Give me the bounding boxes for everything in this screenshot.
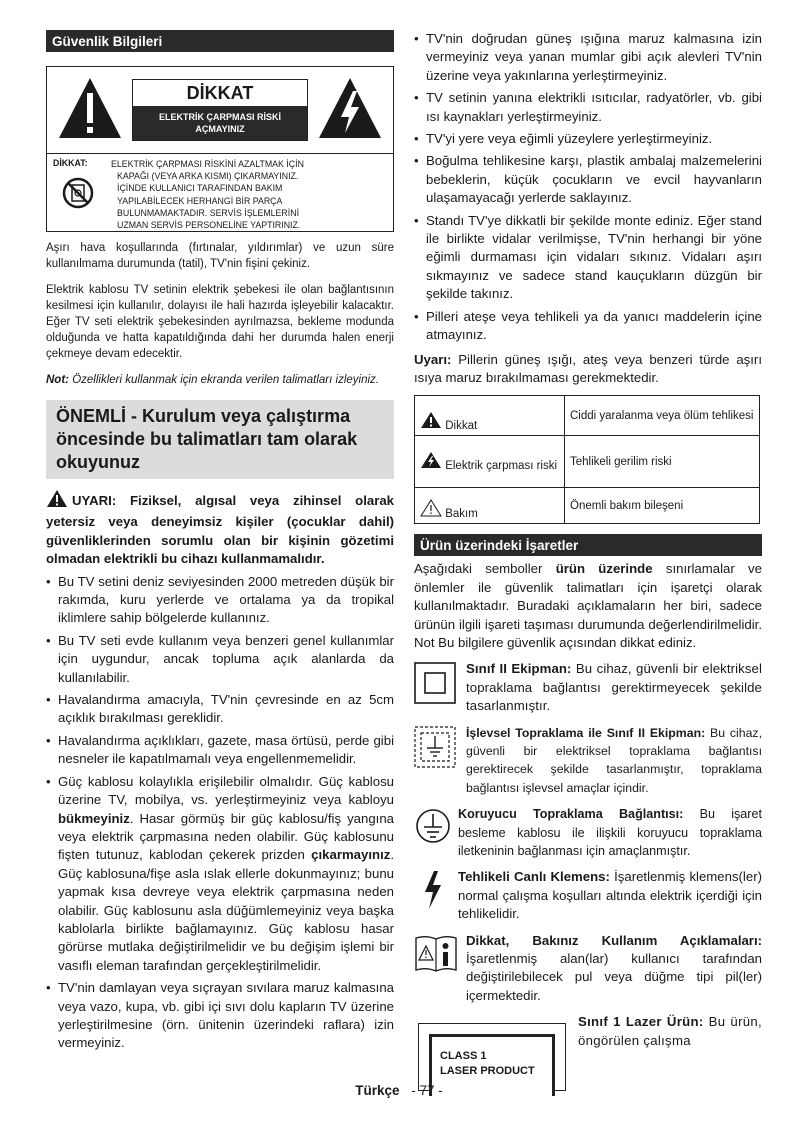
markings-intro: Aşağıdaki semboller ürün üzerinde sınırlamalar ve önlemler ile güvenlik talimatları için işaretçi olarak kullanılmaktadır. Buradaki açıklamaların her biri, sadece ürünün ilgili işareti taşıması durumunda değerlendirilmelidir. Not Bu bilgilere güvenlik açısından dikkat ediniz. (414, 561, 762, 650)
list-item: • TV'nin doğrudan güneş ışığına maruz kalmasına izin vermeyiniz veya yanan mumlar gibi açık alevleri TV'nin üzerine veya yakınlarına yerleştirmeyiniz. (414, 30, 762, 85)
list-item: • Havalandırma açıklıkları, gazete, masa örtüsü, perde gibi nesneler ile kapatılmamalı veya engellenmemelidir. (46, 732, 394, 769)
warning-paragraph: UYARI: Fiziksel, algısal veya zihinsel olarak yetersiz veya deneyimsiz kişiler (çocuklar dahil) güvenliklerinden sorumlu olan bir kişinin gözetimi olmadan elektrikli bu cihazı kullanmamalıdır. (46, 489, 394, 569)
table-row: Dikkat Ciddi yaralanma veya ölüm tehlikesi (415, 396, 760, 436)
class2-double-square-icon (414, 662, 456, 709)
protective-earth-icon (414, 807, 452, 850)
list-item: • Pilleri ateşe veya tehlikeli ya da yanıcı maddelerin içine atmayınız. (414, 308, 762, 345)
maintenance-triangle-icon (420, 508, 442, 520)
warning-icon (46, 489, 68, 513)
electric-shock-icon (420, 460, 442, 472)
do-not-open-icon (61, 176, 95, 215)
caution-label (132, 79, 308, 141)
symbol-class2: Sınıf II Ekipman: Bu cihaz, güvenli bir elektriksel topraklama bağlantısı gerektirmeyecek şekilde tasarlanmıştır. (414, 660, 762, 715)
symbol-hazardous-live: Tehlikeli Canlı Klemens: İşaretlenmiş klemens(ler) normal çalışma koşulları altında elektrik içerdiği için tehlikelidir. (414, 868, 762, 923)
list-item: • TV'yi yere veya eğimli yüzeylere yerleştirmeyiniz. (414, 130, 762, 148)
list-item: • Havalandırma amacıyla, TV'nin çevresinde en az 5cm açıklık bırakılması gereklidir. (46, 691, 394, 728)
exclamation-triangle-icon (57, 75, 123, 146)
table-row: Elektrik çarpması riski Tehlikeli gerilim riski (415, 436, 760, 488)
list-item: • Bu TV setini deniz seviyesinden 2000 metreden düşük bir rakımda, kuru yerlerde ve ortalama ya da tropikal iklimlere sahip bölgelerde kullanınız. (46, 573, 394, 628)
symbol-see-instructions: Dikkat, Bakınız Kullanım Açıklamaları: İşaretlenmiş alan(lar) kullanıcı tarafından değiştirilebilecek pul veya düğme tipi pil(ler) içermektedir. (414, 932, 762, 1006)
list-item: • Standı TV'ye dikkatli bir şekilde monte ediniz. Eğer stand ile birlikte vidalar verilmişse, TV'nin herhangi bir yöne eğimli durmaması için vidaları sıkınız. Vidaları aşırı sıkmayınız ve sadece stand kauçukların düzgün bir şekilde takınız. (414, 212, 762, 304)
lightning-bolt-icon (422, 870, 444, 915)
power-cord-paragraph: Elektrik kablosu TV setinin elektrik şebekesi ile olan bağlantısının kesilmesi için kullanılır, dolayısı ile hali hazırda işleyebilir kalacaktır. Eğer TV seti elektrik şebekesinden ayrılmazsa, bekleme modunda olduğunda ve hatta kapatıldığında dahi her durumda halen enerji çekmeye devam edecektir. (46, 284, 394, 360)
page-number: - 77 - (411, 1083, 443, 1098)
list-item: • Bu TV seti evde kullanım veya benzeri genel kullanımlar için uygundur, ancak topluma açık alanlarda da kullanılabilir. (46, 632, 394, 687)
caution-box (46, 66, 394, 232)
section-title-markings: Ürün üzerindeki İşaretler (414, 534, 762, 556)
laser-label-line1: CLASS 1 (440, 1050, 487, 1063)
symbol-laser-class1: CLASS 1 LASER PRODUCT Sınıf 1 Lazer Ürün: Bu ürün, öngörülen çalışma (414, 1013, 762, 1093)
safety-bullets-left (46, 573, 394, 1053)
caution-triangle-icon (420, 420, 442, 432)
weather-paragraph: Aşırı hava koşullarında (fırtınalar, yıldırımlar) ve uzun süre kullanılmama durumunda (tatil), TV'nin fişini çekiniz. (46, 242, 394, 270)
laser-label (418, 1023, 566, 1091)
caution-subtitle: ELEKTRİK ÇARPMASI RİSKİ AÇMAYINIZ (133, 106, 307, 140)
important-heading: ÖNEMLİ - Kurulum veya çalıştırma öncesinde bu talimatları tam olarak okuyunuz (46, 400, 394, 479)
symbol-table (414, 395, 760, 524)
page-footer (0, 1083, 798, 1098)
caution-title: DİKKAT (186, 83, 254, 103)
lightning-triangle-icon (317, 75, 383, 146)
section-title-safety: Güvenlik Bilgileri (46, 30, 394, 52)
caution-note-label: DİKKAT: (53, 158, 88, 168)
laser-label-line2: LASER PRODUCT (440, 1065, 535, 1078)
table-row: Bakım Önemli bakım bileşeni (415, 488, 760, 524)
list-item: • Boğulma tehlikesine karşı, plastik ambalaj malzemelerini bebeklerin, küçük çocukların ve evcil hayvanların ulaşamayacağı yerlerde saklayınız. (414, 152, 762, 207)
symbol-class2-functional-earth: İşlevsel Topraklama ile Sınıf II Ekipman: Bu cihaz, güvenli bir elektriksel topraklama bağlantısı gerektirecek şekilde tasarlanmıştır, topraklama bağlantısı işlevsel amaçlar içindir. (414, 724, 762, 798)
manual-caution-icon (414, 934, 458, 977)
battery-warning: Uyarı: Pillerin güneş ışığı, ateş veya benzeri türde aşırı ısıya maruz bırakılmaması gerekmektedir. (414, 351, 762, 385)
list-item: • TV'nin damlayan veya sıçrayan sıvılara maruz kalmasına veya vazo, kupa, vb. gibi içi sıvı dolu kapların TV üzerine yerleştirilmesine (örn. ünitenin üzerindeki raflara) izin vermeyiniz. (46, 979, 394, 1053)
caution-note-text: ELEKTRİK ÇARPMASI RİSKİNİ AZALTMAK İÇİN KAPAĞI (VEYA ARKA KISMI) ÇIKARMAYINIZ. İÇİNDE KULLANICI TARAFINDAN BAKIM YAPILABİLECEK HERHANGİ BİR PARÇA BULUNMAMAKTADIR. SERVİS İŞLEMLERİNİ UZMAN SERVİS PERSONELİNE YAPTIRINIZ. (111, 159, 304, 231)
symbol-protective-earth: Koruyucu Topraklama Bağlantısı: Bu işaret besleme kablosu ile ilişkili koruyucu topraklama iletkeninin bağlanması için amaçlanmıştır. (414, 805, 762, 860)
list-item: • Güç kablosu kolaylıkla erişilebilir olmalıdır. Güç kablosu üzerine TV, mobilya, vs. yerleştirmeyiniz veya kabloyu bükmeyiniz. Hasar görmüş bir güç kablosu/fiş yangına veya elektrik çarpmasına neden olabilir. Güç kablosunu fişten tutunuz, kablodan çekerek prizden çıkarmayınız. Güç kablosuna/fişe asla ıslak ellerle dokunmayınız; bunu yapmak kısa devreye veya elektrik çarpmasına neden olabilir. Güç kablosunu asla düğümlemeyiniz veya başka kablolarla birlikte bağlamayınız. Güç kablosu hasar görürse mutlaka değiştirilmelidir ve bu değişim işlemi bir vasıflı eleman tarafından gerçekleştirilmelidir. (46, 773, 394, 975)
footer-language: Türkçe (355, 1083, 400, 1098)
list-item: • TV setinin yanına elektrikli ısıtıcılar, radyatörler, vb. gibi ısı kaynakları yerleştirmeyiniz. (414, 89, 762, 126)
right-column (414, 30, 762, 1093)
safety-bullets-right (414, 30, 762, 345)
note-paragraph: Not: Özellikleri kullanmak için ekranda verilen talimatları izleyiniz. (46, 374, 379, 386)
left-column (46, 30, 394, 1053)
functional-earth-icon (414, 726, 456, 773)
